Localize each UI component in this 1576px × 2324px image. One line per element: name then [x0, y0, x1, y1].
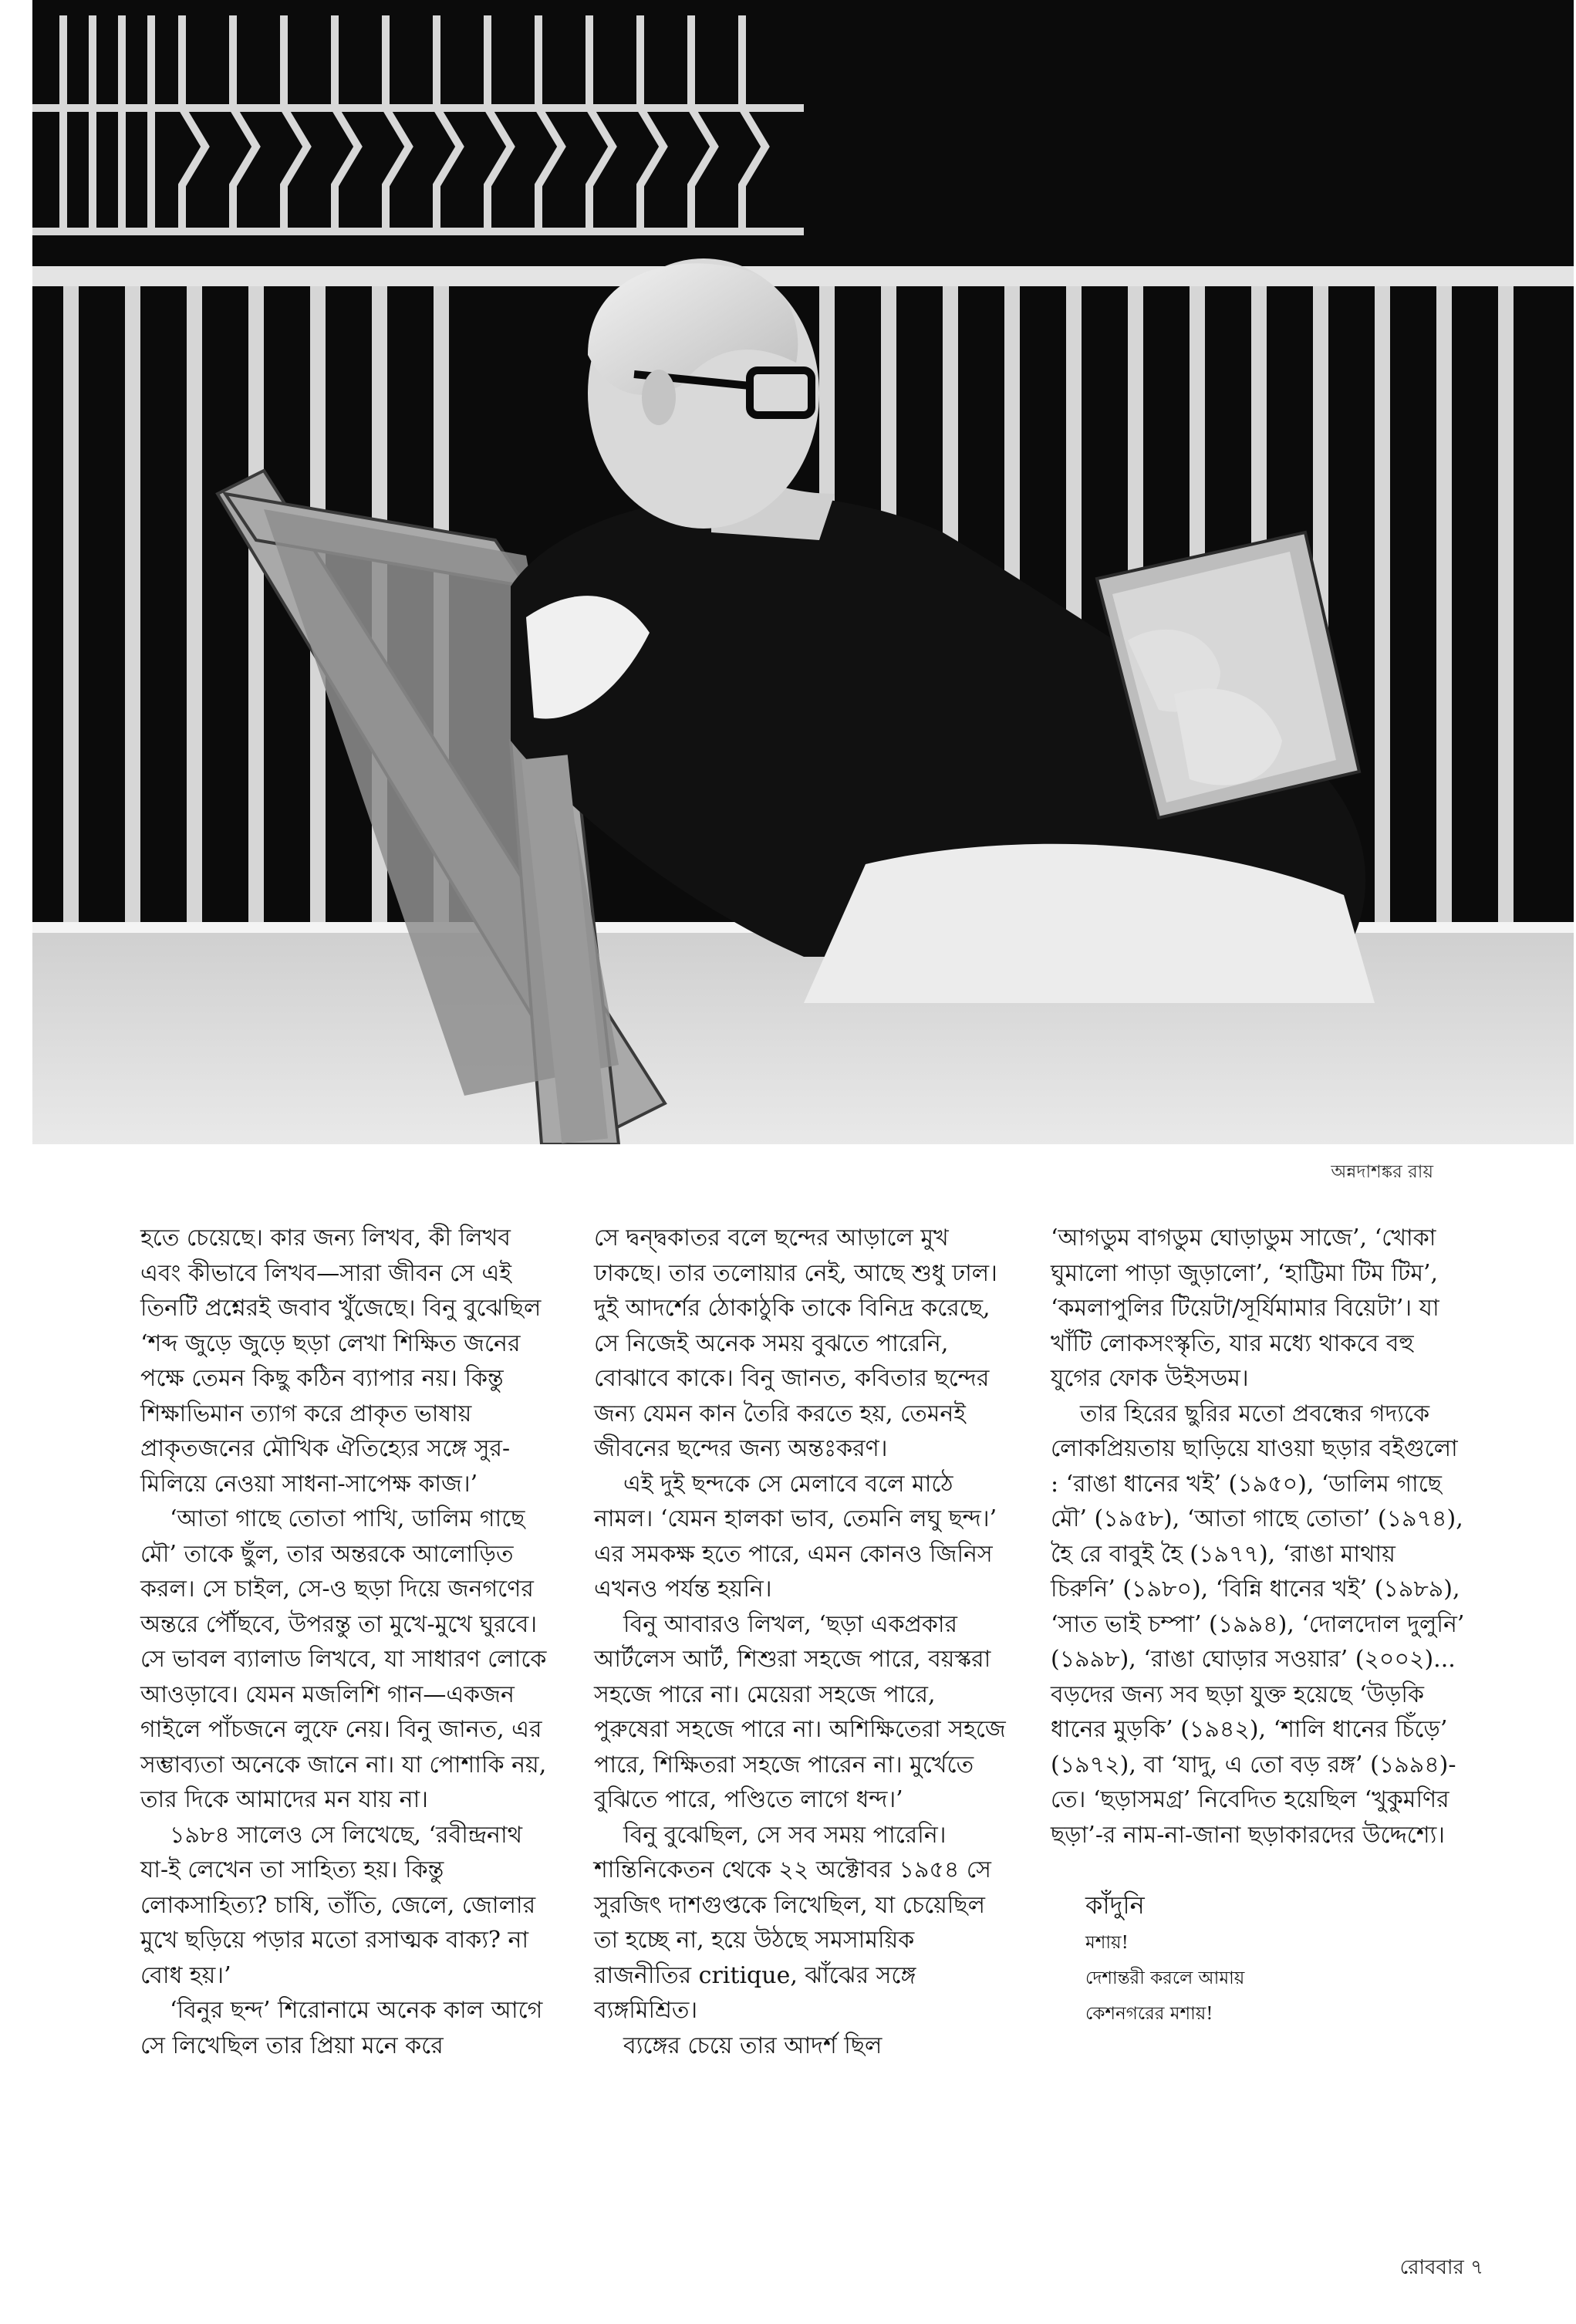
paragraph: ‘বিনুর ছন্দ’ শিরোনামে অনেক কাল আগে সে লিখেছিল তার প্রিয়া মনে করে	[140, 1997, 543, 2059]
poem-title: কাঁদুনি	[1085, 1890, 1145, 1920]
paragraph: ১৯৮৪ সালেও সে লিখেছে, ‘রবীন্দ্রনাথ যা-ই লেখেন তা সাহিত্য হয়। কিন্তু লোকসাহিত্য? চাষি, তাঁতি, জেলে, জোলার মুখে ছড়িয়ে পড়ার মতো রসাত্মক বাক্য? না বোধ হয়।’	[140, 1821, 536, 1989]
paragraph: তার হিরের ছুরির মতো প্রবন্ধের গদ্যকে লোকপ্রিয়তায় ছাড়িয়ে যাওয়া ছড়ার বইগুলো : ‘রাঙা ধানের খই’ (১৯৫০), ‘ডালিম গাছে মৌ’ (১৯৫৮), ‘আতা গাছে তোতা’ (১৯৭৪), হৈ রে বাবুই হৈ (১৯৭৭), ‘রাঙা মাথায় চিরুনি’ (১৯৮০), ‘বিন্নি ধানের খই’ (১৯৮৯), ‘সাত ভাই চম্পা’ (১৯৯৪), ‘দোলদোল দুলুনি’ (১৯৯৮), ‘রাঙা ঘোড়ার সওয়ার’ (২০০২)... বড়দের জন্য সব ছড়া যুক্ত হয়েছে ‘উড়কি ধানের মুড়কি’ (১৯৪২), ‘শালি ধানের চিঁড়ে’ (১৯৭২), বা ‘যাদু, এ তো বড় রঙ্গ’ (১৯৯৪)-তে। ‘ছড়াসমগ্র’ নিবেদিত হয়েছিল ‘খুকুমণির ছড়া’-র নাম-না-জানা ছড়াকারদের উদ্দেশ্যে।	[1051, 1400, 1465, 1849]
paragraph: সে দ্বন্দ্বকাতর বলে ছন্দের আড়ালে মুখ ঢাকছে। তার তলোয়ার নেই, আছে শুধু ঢাল। দুই আদর্শের ঠোকাঠুকি তাকে বিনিদ্র করেছে, সে নিজেই অনেক সময় বুঝতে পারেনি, বোঝাবে কাকে। বিনু জানত, কবিতার ছন্দের জন্য যেমন কান তৈরি করতে হয়, তেমনই জীবনের ছন্দের জন্য অন্তঃকরণ।	[594, 1224, 997, 1462]
paragraph: ‘আতা গাছে তোতা পাখি, ডালিম গাছে মৌ’ তাকে ছুঁল, তার অন্তরকে আলোড়িত করল। সে চাইল, সে-ও ছড়া দিয়ে জনগণের অন্তরে পৌঁছবে, উপরন্তু তা মুখে-মুখে ঘুরবে। সে ভাবল ব্যালাড লিখবে, যা সাধারণ লোকে আওড়াবে। যেমন মজলিশি গান—একজন গাইলে পাঁচজনে লুফে নেয়। বিনু জানত, এর সম্ভাব্যতা অনেকে জানে না। যা পোশাকি নয়, তার দিকে আমাদের মন যায় না।	[140, 1505, 547, 1813]
poem-line: দেশান্তরী করলে আমায়	[1085, 1968, 1245, 1988]
text-column-1	[140, 1221, 557, 2063]
portrait-photo	[32, 0, 1574, 1144]
page-folio: রোববার ৭	[1399, 2256, 1483, 2279]
paragraph: ব্যঙ্গের চেয়ে তার আদর্শ ছিল	[623, 2032, 882, 2059]
photo-caption: অন্নদাশঙ্কর রায়	[1331, 1162, 1433, 1182]
poem-line: মশায়!	[1085, 1933, 1129, 1953]
text-column-2	[594, 1221, 1011, 2063]
text-column-3	[1051, 1221, 1467, 2032]
paragraph: বিনু আবারও লিখল, ‘ছড়া একপ্রকার আর্টলেস আর্ট, শিশুরা সহজে পারে, বয়স্করা সহজে পারে না। মেয়েরা সহজে পারে, পুরুষেরা সহজে পারে না। অশিক্ষিতেরা সহজে পারে, শিক্ষিতরা সহজে পারেন না। মুর্খেতে বুঝিতে পারে, পণ্ডিতে লাগে ধন্দ।’	[594, 1610, 1006, 1813]
paragraph: বিনু বুঝেছিল, সে সব সময় পারেনি। শান্তিনিকেতন থেকে ২২ অক্টোবর ১৯৫৪ সে সুরজিৎ দাশগুপ্তকে লিখেছিল, যা চেয়েছিল তা হচ্ছে না, হয়ে উঠছে সমসাময়িক রাজনীতির critique, ঝাঁঝের সঙ্গে ব্যঙ্গমিশ্রিত।	[594, 1821, 991, 2024]
poem-line: কেশনগরের মশায়!	[1085, 2004, 1213, 2024]
paragraph: ‘আগডুম বাগডুম ঘোড়াডুম সাজে’, ‘খোকা ঘুমালো পাড়া জুড়ালো’, ‘হাট্টিমা টিম টিম’, ‘কমলাপুলির টিয়েটা/সূর্যিমামার বিয়েটা’। যা খাঁটি লোকসংস্কৃতি, যার মধ্যে থাকবে বহু যুগের ফোক উইসডম।	[1051, 1224, 1439, 1392]
poem-excerpt	[1085, 1885, 1467, 2032]
paragraph: হতে চেয়েছে। কার জন্য লিখব, কী লিখব এবং কীভাবে লিখব—সারা জীবন সে এই তিনটি প্রশ্নেরই জবাব খুঁজেছে। বিনু বুঝেছিল ‘শব্দ জুড়ে জুড়ে ছড়া লেখা শিক্ষিত জনের পক্ষে তেমন কিছু কঠিন ব্যাপার নয়। কিন্তু শিক্ষাভিমান ত্যাগ করে প্রাকৃত ভাষায় প্রাকৃতজনের মৌখিক ঐতিহ্যের সঙ্গে সুর-মিলিয়ে নেওয়া সাধনা-সাপেক্ষ কাজ।’	[140, 1224, 542, 1498]
paragraph: এই দুই ছন্দকে সে মেলাবে বলে মাঠে নামল। ‘যেমন হালকা ভাব, তেমনি লঘু ছন্দ।’ এর সমকক্ষ হতে পারে, এমন কোনও জিনিস এখনও পর্যন্ত হয়নি।	[594, 1470, 997, 1603]
